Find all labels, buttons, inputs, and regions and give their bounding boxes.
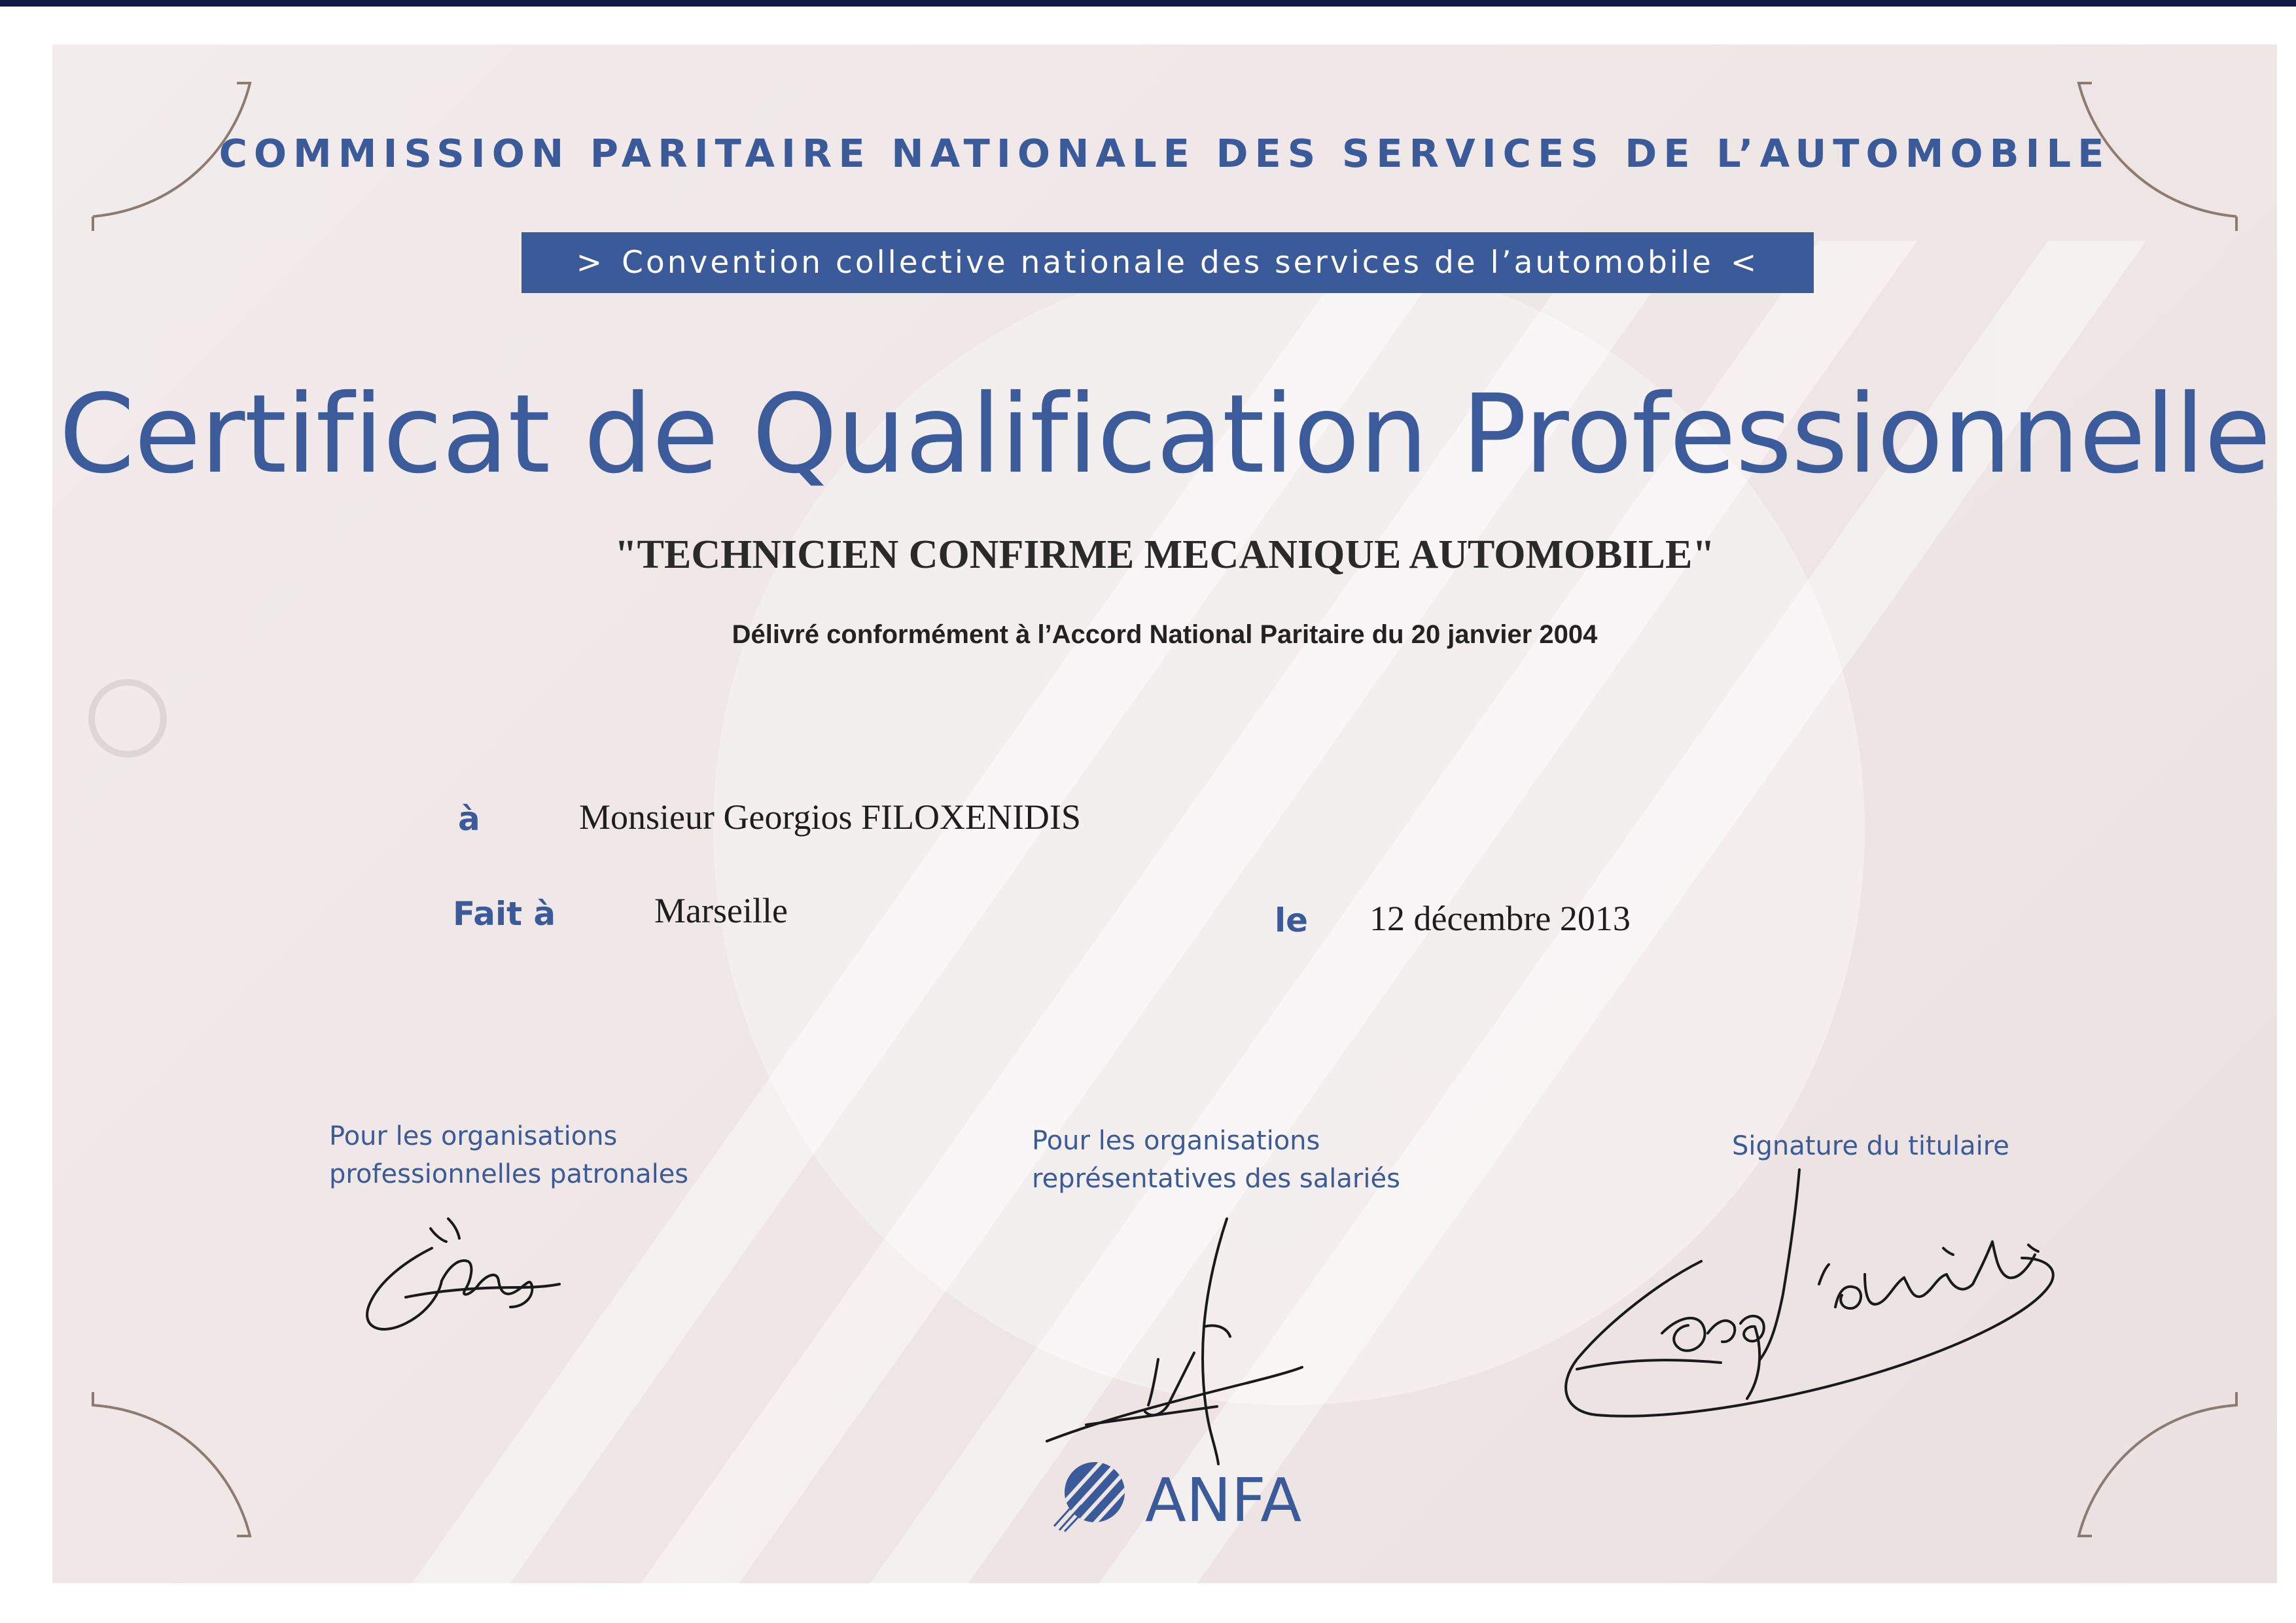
certificate-title: Certificat de Qualification Professionnelle [59,372,2270,498]
date-value: 12 décembre 2013 [1369,899,1631,938]
place-label: Fait à [453,895,556,933]
date-label: le [1275,901,1309,939]
scan-top-edge [0,0,2296,7]
employers-label-line2: professionnelles patronales [329,1159,689,1189]
certificate-paper [52,44,2277,1583]
issued-under-agreement: Délivré conformément à l’Accord National Paritaire du 20 janvier 2004 [732,620,1598,649]
convention-text: Convention collective nationale des services de l’automobile [622,245,1714,281]
anfa-logo-icon [1050,1461,1135,1533]
employees-label-line2: représentatives des salariés [1032,1164,1400,1194]
holder-signature [1511,1117,2100,1484]
banner-right-marker: < [1730,245,1759,281]
convention-banner [521,232,1814,293]
qualification-name: "TECHNICIEN CONFIRME MECANIQUE AUTOMOBILE" [614,532,1715,577]
recipient-label: à [458,800,480,838]
employers-signature [308,1157,609,1392]
employees-signature [936,1157,1328,1497]
employers-label-line1: Pour les organisations [329,1121,618,1151]
recipient-name: Monsieur Georgios FILOXENIDIS [579,797,1081,837]
place-value: Marseille [654,891,788,930]
banner-left-marker: > [576,245,605,281]
commission-title: COMMISSION PARITAIRE NATIONALE DES SERVICES DE L’AUTOMOBILE [219,131,2111,176]
holder-signature-label: Signature du titulaire [1732,1131,2009,1161]
employees-label-line1: Pour les organisations [1032,1126,1320,1156]
anfa-logo-text: ANFA [1145,1465,1302,1535]
